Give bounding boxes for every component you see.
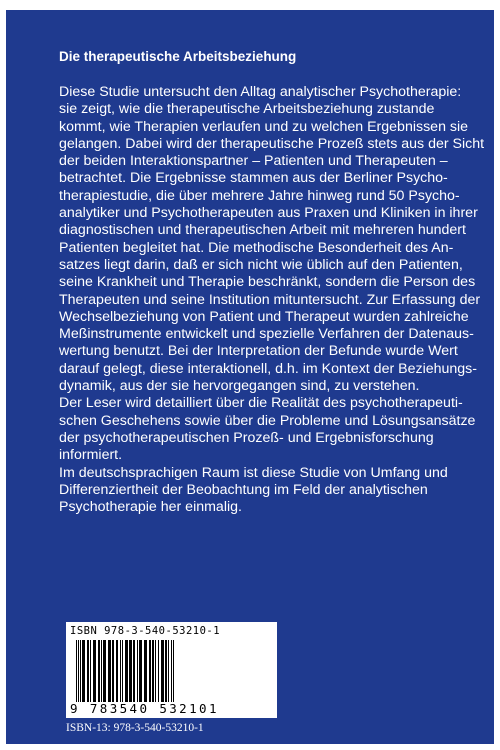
barcode-bar — [144, 640, 147, 702]
blurb-line: analytiker und Psychotherapeuten aus Praxen und Kliniken in ihrer — [59, 205, 478, 222]
blurb-line: der beiden Interaktionspartner – Patienten und Therapeuten – — [59, 153, 448, 170]
barcode-label — [66, 622, 277, 718]
blurb-line: darauf gelegt, diese interaktionell, d.h. im Kontext der Beziehungs- — [59, 360, 477, 377]
barcode-bar — [139, 640, 142, 702]
blurb-line: dynamik, aus der sie hervorgegangen sind, zu verstehen. — [59, 378, 420, 395]
barcode-bar — [152, 640, 154, 702]
blurb-line: therapiestudie, die über mehrere Jahre hinweg rund 50 Psycho- — [59, 187, 460, 204]
barcode-bar — [137, 640, 138, 702]
barcode-bar — [120, 640, 121, 702]
barcode-bar — [125, 640, 128, 702]
blurb-line: Psychotherapie her einmalig. — [59, 499, 242, 516]
barcode-bar — [98, 640, 100, 702]
barcode-bar — [158, 640, 159, 702]
cover-panel — [6, 10, 494, 744]
barcode-bar — [165, 640, 167, 702]
barcode-bar — [80, 640, 81, 702]
blurb-line: diagnostischen und therapeutischen Arbeit mit mehreren hundert — [59, 222, 466, 239]
barcode-bar — [93, 640, 96, 702]
barcode-bar — [103, 640, 106, 702]
barcode-bar — [82, 640, 85, 702]
blurb-line: informiert. — [59, 447, 123, 464]
blurb-line: satzes liegt darin, daß er sich nicht wie üblich auf den Patienten, — [59, 256, 463, 273]
barcode-bar — [76, 640, 77, 702]
barcode-bar — [87, 640, 89, 702]
barcode-bar — [108, 640, 111, 702]
blurb-line: sie zeigt, wie die therapeutische Arbeitsbeziehung zustande — [59, 101, 435, 118]
barcode-bar — [149, 640, 151, 702]
barcode-bar — [129, 640, 132, 702]
barcode-graphic — [74, 640, 270, 702]
blurb-line: Differenziertheit der Beobachtung im Feld der analytischen — [59, 481, 428, 498]
blurb-line: kommt, wie Therapien verlaufen und zu welchen Ergebnissen sie — [59, 118, 469, 135]
barcode-bar — [133, 640, 135, 702]
blurb-line: Diese Studie untersucht den Alltag analytischer Psychotherapie: — [59, 84, 462, 100]
blurb-line: Der Leser wird detailliert über die Realität des psychotherapeuti- — [59, 395, 463, 412]
barcode-bars — [74, 640, 270, 702]
barcode-bar — [122, 640, 123, 702]
blurb-line: Patienten begleitet hat. Die methodische Besonderheit des An- — [59, 239, 454, 256]
blurb-line: der psychotherapeutischen Prozeß- und Ergebnisforschung — [59, 429, 434, 446]
barcode-digits: 9 783540 532101 — [70, 701, 219, 716]
blurb-line: Im deutschsprachigen Raum ist diese Studie von Umfang und — [59, 464, 448, 481]
blurb-line: schen Geschehens sowie über die Probleme und Lösungsansätze — [59, 412, 476, 429]
blurb-line: Meßinstrumente entwickelt und spezielle Verfahren der Datenaus- — [59, 326, 474, 343]
barcode-bar — [168, 640, 169, 702]
blurb-line: gelangen. Dabei wird der therapeutische Prozeß stets aus der Sicht — [59, 135, 485, 152]
barcode-bar — [155, 640, 156, 702]
cover-title: Die therapeutische Arbeitsbeziehung — [59, 49, 297, 64]
barcode-bar — [161, 640, 164, 702]
blurb-line: betrachtet. Die Ergebnisse stammen aus der Berliner Psycho- — [59, 170, 448, 187]
blurb-line: Therapeuten und seine Institution mituntersucht. Zur Erfassung der — [59, 291, 481, 308]
barcode-bar — [101, 640, 102, 702]
barcode-bar — [173, 640, 174, 702]
barcode-isbn-text: ISBN 978-3-540-53210-1 — [70, 625, 221, 637]
blurb-line: wertung benutzt. Bei der Interpretation der Befunde wurde Wert — [59, 343, 458, 360]
barcode-bar — [112, 640, 114, 702]
barcode-bar — [116, 640, 118, 702]
blurb-line: Wechselbeziehung von Patient und Therapeut wurden zahlreiche — [59, 308, 469, 325]
cover-blurb — [59, 84, 489, 516]
barcode-bar — [90, 640, 91, 702]
blurb-line: seine Krankheit und Therapie beschränkt, sondern die Person des — [59, 274, 476, 291]
barcode-bar — [171, 640, 172, 702]
barcode-bar — [78, 640, 79, 702]
isbn13-label: ISBN-13: 978-3-540-53210-1 — [66, 722, 204, 734]
